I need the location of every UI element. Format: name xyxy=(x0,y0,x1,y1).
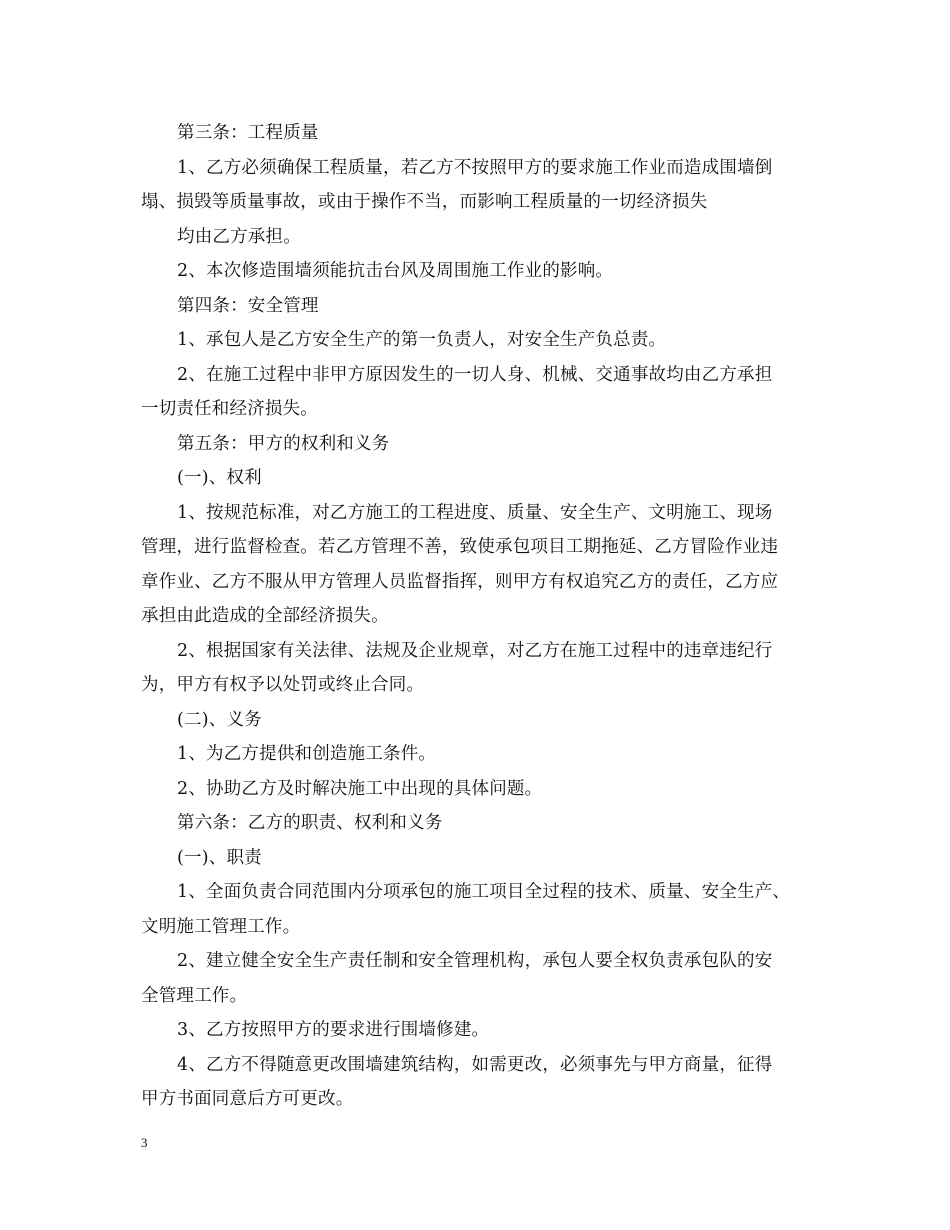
subsection-heading-rights: (一)、权利 xyxy=(177,468,262,488)
text-line: 1、承包人是乙方安全生产的第一负责人，对安全生产负总责。 xyxy=(177,330,667,350)
text-line: 1、全面负责合同范围内分项承包的施工项目全过程的技术、质量、安全生产、 xyxy=(177,882,791,902)
text-line: 3、乙方按照甲方的要求进行围墙修建。 xyxy=(177,1020,490,1040)
section-heading-article-5: 第五条：甲方的权利和义务 xyxy=(177,433,390,454)
document-body xyxy=(141,116,821,1117)
text-line: 1、按规范标准，对乙方施工的工程进度、质量、安全生产、文明施工、现场 xyxy=(177,502,773,523)
text-line: 2、本次修造围墙须能抗击台风及周围施工作业的影响。 xyxy=(177,261,614,281)
text-line: 文明施工管理工作。 xyxy=(141,916,301,937)
text-line: 2、在施工过程中非甲方原因发生的一切人身、机械、交通事故均由乙方承担 xyxy=(177,364,773,385)
text-line: 为，甲方有权予以处罚或终止合同。 xyxy=(141,675,425,695)
text-line: 1、乙方必须确保工程质量，若乙方不按照甲方的要求施工作业而造成围墙倒 xyxy=(177,157,773,178)
text-line: 2、建立健全安全生产责任制和安全管理机构，承包人要全权负责承包队的安 xyxy=(177,951,773,971)
text-line: 2、根据国家有关法律、法规及企业规章，对乙方在施工过程中的违章违纪行 xyxy=(177,640,773,661)
text-line: 甲方书面同意后方可更改。 xyxy=(141,1089,354,1109)
subsection-heading-obligations: (二)、义务 xyxy=(177,709,262,730)
section-heading-article-4: 第四条：安全管理 xyxy=(177,295,319,316)
text-line: 1、为乙方提供和创造施工条件。 xyxy=(177,744,437,764)
text-line: 均由乙方承担。 xyxy=(177,226,301,247)
text-line: 章作业、乙方不服从甲方管理人员监督指挥，则甲方有权追究乙方的责任，乙方应 xyxy=(141,571,779,592)
page-number: 3 xyxy=(141,1135,148,1150)
text-line: 一切责任和经济损失。 xyxy=(141,399,318,419)
text-line: 管理，进行监督检查。若乙方管理不善，致使承包项目工期拖延、乙方冒险作业违 xyxy=(141,537,779,557)
text-line: 塌、损毁等质量事故，或由于操作不当，而影响工程质量的一切经济损失 xyxy=(141,192,708,212)
text-line: 承担由此造成的全部经济损失。 xyxy=(141,606,389,626)
subsection-heading-duties: (一)、职责 xyxy=(177,847,262,868)
section-heading-article-3: 第三条：工程质量 xyxy=(177,123,319,143)
text-line: 4、乙方不得随意更改围墙建筑结构，如需更改，必须事先与甲方商量，征得 xyxy=(177,1054,773,1075)
section-heading-article-6: 第六条：乙方的职责、权利和义务 xyxy=(177,813,443,833)
text-line: 2、协助乙方及时解决施工中出现的具体问题。 xyxy=(177,778,543,799)
text-line: 全管理工作。 xyxy=(141,985,248,1006)
